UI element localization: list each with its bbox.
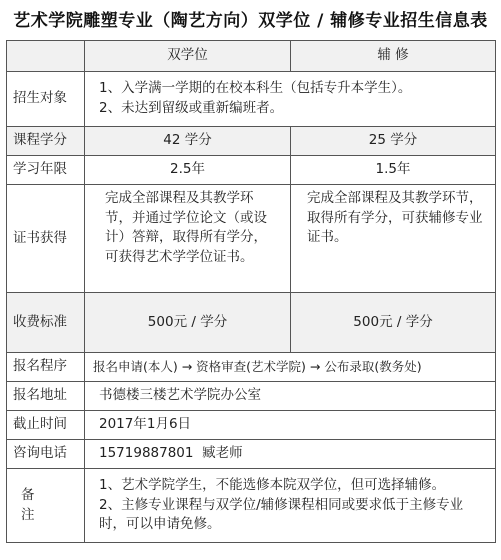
enrollment-info-table	[6, 40, 496, 543]
row-certificate	[7, 185, 496, 293]
notes-line-2: 2、主修专业课程与双学位/辅修课程相同或要求低于主修专业时，可以申请免修。	[99, 496, 464, 533]
label-deadline: 截止时间	[7, 411, 85, 440]
row-years	[7, 156, 496, 185]
value-target	[85, 72, 496, 127]
header-minor: 辅 修	[291, 41, 496, 72]
certificate-minor	[291, 185, 496, 293]
certificate-double	[85, 185, 291, 293]
label-procedure: 报名程序	[7, 353, 85, 382]
label-certificate: 证书获得	[7, 185, 85, 293]
table-header-row	[7, 41, 496, 72]
page-title: 艺术学院雕塑专业（陶艺方向）双学位 / 辅修专业招生信息表	[13, 11, 488, 31]
credits-minor: 25 学分	[291, 127, 496, 156]
header-empty-cell	[7, 41, 85, 72]
value-deadline: 2017年1月6日	[85, 411, 496, 440]
row-credits	[7, 127, 496, 156]
label-notes: 备注	[7, 469, 85, 543]
value-contact: 15719887801 臧老师	[85, 440, 496, 469]
row-location	[7, 382, 496, 411]
row-fee	[7, 293, 496, 353]
value-procedure: 报名申请(本人) → 资格审查(艺术学院) → 公布录取(教务处)	[85, 353, 496, 382]
years-double: 2.5年	[85, 156, 291, 185]
fee-double: 500元 / 学分	[85, 293, 291, 353]
target-line-2: 2、未达到留级或重新编班者。	[99, 100, 284, 116]
years-minor: 1.5年	[291, 156, 496, 185]
label-location: 报名地址	[7, 382, 85, 411]
row-procedure	[7, 353, 496, 382]
row-target	[7, 72, 496, 127]
label-target: 招生对象	[7, 72, 85, 127]
certificate-minor-text: 完成全部课程及其教学环节，取得所有学分，可获辅修专业证书。	[307, 190, 483, 246]
notes-line-1: 1、艺术学院学生，不能选修本院双学位，但可选择辅修。	[99, 477, 446, 494]
header-double-degree: 双学位	[85, 41, 291, 72]
credits-double: 42 学分	[85, 127, 291, 156]
label-years: 学习年限	[7, 156, 85, 185]
certificate-double-text: 完成全部课程及其教学环节，并通过学位论文（或设计）答辩，取得所有学分，可获得艺术学学位证书。	[105, 190, 267, 265]
row-notes	[7, 469, 496, 543]
value-location: 书德楼三楼艺术学院办公室	[85, 382, 496, 411]
row-deadline	[7, 411, 496, 440]
label-credits: 课程学分	[7, 127, 85, 156]
label-fee: 收费标准	[7, 293, 85, 353]
label-contact: 咨询电话	[7, 440, 85, 469]
fee-minor: 500元 / 学分	[291, 293, 496, 353]
row-contact	[7, 440, 496, 469]
value-notes	[85, 469, 496, 543]
target-line-1: 1、入学满一学期的在校本科生（包括专升本学生）。	[99, 80, 412, 97]
